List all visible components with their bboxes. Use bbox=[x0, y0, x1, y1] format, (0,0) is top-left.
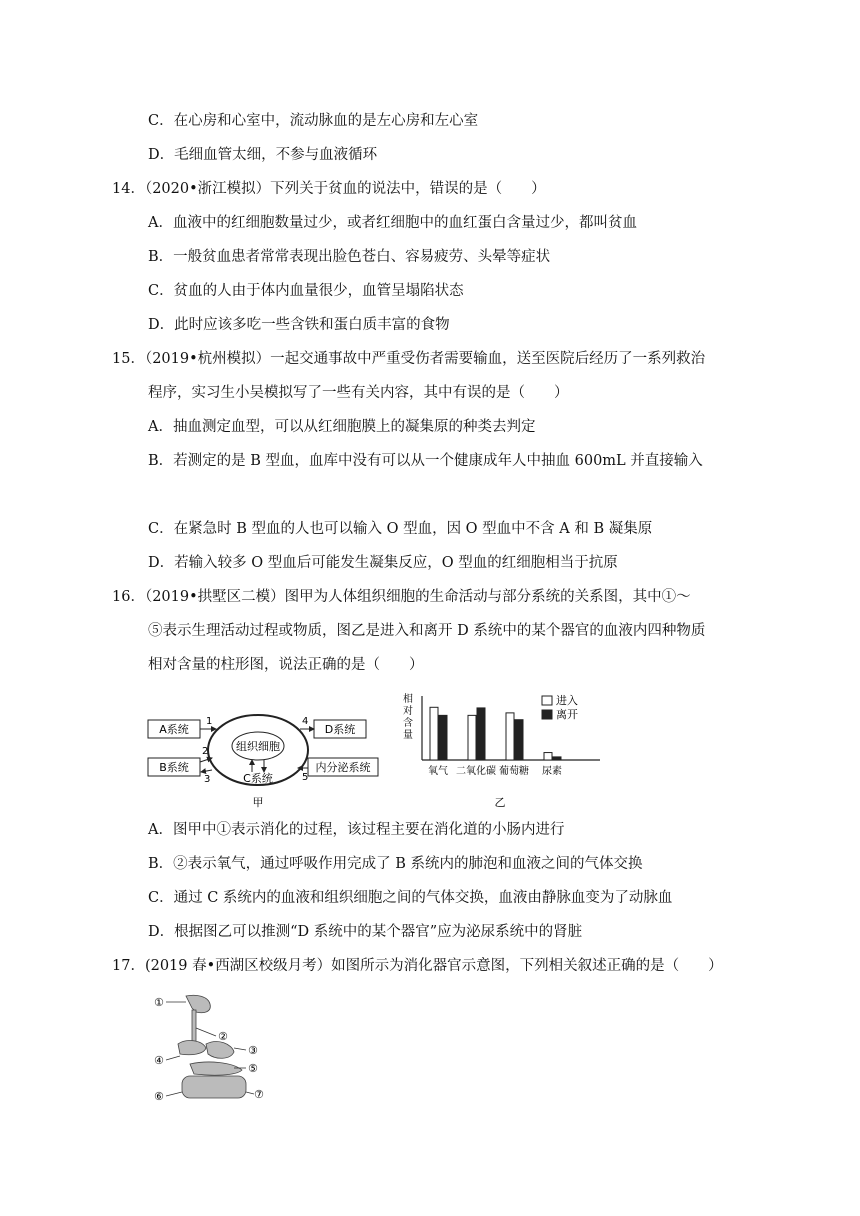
y-axis-label-char: 量 bbox=[403, 730, 413, 741]
q15-option-c: C．在紧急时 B 型血的人也可以输入 O 型血，因 O 型血中不含 A 和 B 凝集原 bbox=[148, 521, 653, 537]
category-label-2: 葡萄糖 bbox=[499, 766, 529, 777]
q16-option-a: A．图甲中①表示消化的过程，该过程主要在消化道的小肠内进行 bbox=[148, 822, 565, 838]
legend-out: 离开 bbox=[556, 708, 578, 721]
bar-1-0 bbox=[468, 715, 476, 760]
tissue-cell-label: 组织细胞 bbox=[236, 740, 280, 753]
label-4: ④ bbox=[154, 1054, 164, 1067]
y-axis-label-char: 对 bbox=[403, 706, 413, 717]
category-label-0: 氧气 bbox=[428, 766, 448, 777]
bar-0-0 bbox=[430, 707, 438, 760]
box-a-system: A系统 bbox=[159, 723, 189, 736]
bar-3-1 bbox=[553, 757, 561, 760]
caption-yi: 乙 bbox=[494, 796, 506, 809]
legend-swatch-in bbox=[542, 696, 552, 705]
legend-swatch-out bbox=[542, 710, 552, 719]
q14-option-a: A．血液中的红细胞数量过少，或者红细胞中的血红蛋白含量过少，都叫贫血 bbox=[148, 215, 637, 231]
chart-yi bbox=[400, 690, 610, 810]
q15-option-a: A．抽血测定血型，可以从红细胞膜上的凝集原的种类去判定 bbox=[148, 419, 536, 435]
q16-stem-line2: ⑤表示生理活动过程或物质，图乙是进入和离开 D 系统中的某个器官的血液内四种物质 bbox=[148, 623, 706, 639]
digestive-organ-diagram bbox=[150, 992, 270, 1110]
q17-stem: 17．(2019 春•西湖区校级月考）如图所示为消化器官示意图，下列相关叙述正确的是（ ） bbox=[112, 958, 723, 974]
label-1: ① bbox=[154, 996, 164, 1009]
label-3: ③ bbox=[248, 1044, 258, 1057]
label-num-5: 5 bbox=[302, 772, 309, 783]
box-endocrine-system: 内分泌系统 bbox=[315, 761, 371, 774]
bar-1-1 bbox=[477, 708, 485, 760]
category-label-1: 二氧化碳 bbox=[456, 766, 496, 777]
q13-option-c: C．在心房和心室中，流动脉血的是左心房和左心室 bbox=[148, 113, 479, 129]
label-num-1: 1 bbox=[206, 716, 213, 727]
q13-option-d: D．毛细血管太细，不参与血液循环 bbox=[148, 147, 378, 163]
label-2: ② bbox=[218, 1030, 228, 1043]
label-7: ⑦ bbox=[254, 1088, 264, 1101]
q14-stem: 14．（2020•浙江模拟）下列关于贫血的说法中，错误的是（ ） bbox=[112, 181, 546, 197]
y-axis-label-char: 相 bbox=[403, 694, 413, 705]
q14-option-c: C．贫血的人由于体内血量很少，血管呈塌陷状态 bbox=[148, 283, 464, 299]
q15-stem-line2: 程序，实习生小吴模拟写了一些有关内容，其中有误的是（ ） bbox=[148, 385, 569, 401]
q16-option-b: B．②表示氧气，通过呼吸作用完成了 B 系统内的肺泡和血液之间的气体交换 bbox=[148, 856, 643, 872]
label-num-3: 3 bbox=[204, 774, 211, 785]
q16-option-c: C．通过 C 系统内的血液和组织细胞之间的气体交换，血液由静脉血变为了动脉血 bbox=[148, 890, 673, 906]
bar-2-0 bbox=[506, 713, 514, 760]
label-6: ⑥ bbox=[154, 1090, 164, 1103]
caption-jia: 甲 bbox=[252, 796, 264, 809]
q15-stem-line1: 15．（2019•杭州模拟）一起交通事故中严重受伤者需要输血，送至医院后经历了一系列救治 bbox=[112, 351, 706, 367]
bar-2-1 bbox=[515, 720, 523, 760]
c-system-label: C系统 bbox=[243, 772, 273, 785]
q14-option-d: D．此时应该多吃一些含铁和蛋白质丰富的食物 bbox=[148, 317, 450, 333]
category-label-3: 尿素 bbox=[542, 766, 562, 777]
y-axis-label-char: 含 bbox=[403, 718, 413, 729]
box-d-system: D系统 bbox=[324, 723, 356, 736]
q16-stem-line3: 相对含量的柱形图，说法正确的是（ ） bbox=[148, 657, 424, 673]
label-num-2: 2 bbox=[202, 746, 209, 757]
q16-option-d: D．根据图乙可以推测“D 系统中的某个器官”应为泌尿系统中的肾脏 bbox=[148, 924, 583, 940]
label-5: ⑤ bbox=[248, 1062, 258, 1075]
q16-stem-line1: 16．（2019•拱墅区二模）图甲为人体组织细胞的生命活动与部分系统的关系图，其中①～ bbox=[112, 589, 691, 605]
box-b-system: B系统 bbox=[159, 761, 189, 774]
label-num-4: 4 bbox=[302, 716, 309, 727]
legend-in: 进入 bbox=[556, 694, 578, 707]
bar-0-1 bbox=[439, 715, 447, 760]
bar-3-0 bbox=[544, 753, 552, 760]
q15-option-b: B．若测定的是 B 型血，血库中没有可以从一个健康成年人中抽血 600mL 并直接输入 bbox=[148, 453, 703, 469]
q15-option-d: D．若输入较多 O 型血后可能发生凝集反应，O 型血的红细胞相当于抗原 bbox=[148, 555, 618, 571]
diagram-jia bbox=[146, 700, 386, 810]
q14-option-b: B．一般贫血患者常常表现出脸色苍白、容易疲劳、头晕等症状 bbox=[148, 249, 551, 265]
